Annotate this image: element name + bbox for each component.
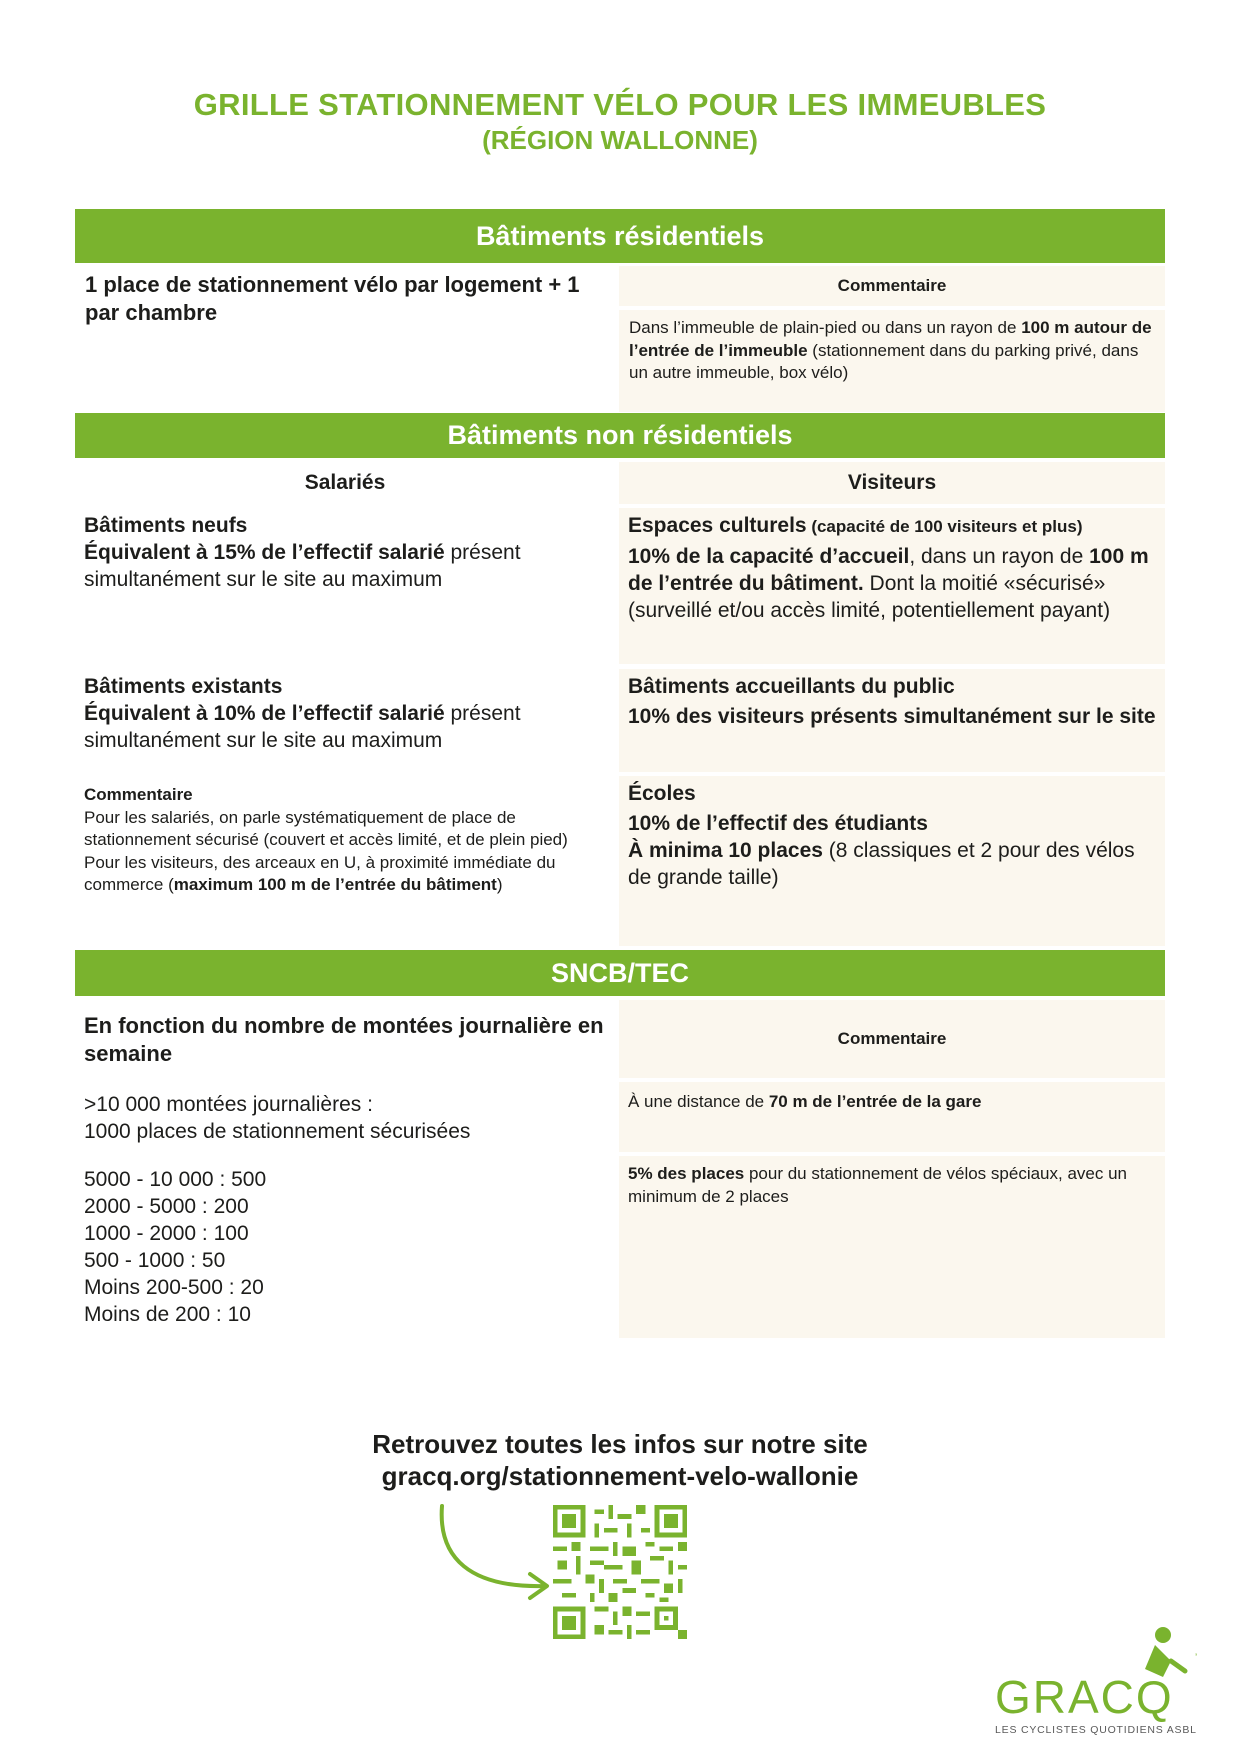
sncb-special-cell bbox=[619, 1156, 1165, 1338]
sncb-comment-label: Commentaire bbox=[837, 1029, 947, 1048]
sncb-rule: En fonction du nombre de montées journalière en semaine bbox=[84, 1013, 604, 1066]
sncb-tier: 1000 - 2000 : 100 bbox=[84, 1222, 249, 1245]
sncb-special: 5% des places pour du stationnement de vélos spéciaux, avec un minimum de 2 places bbox=[628, 1164, 1127, 1206]
section-header-residentiel: Bâtiments résidentiels bbox=[75, 209, 1165, 263]
logo-wordmark: GRACQ bbox=[995, 1671, 1174, 1723]
sncb-tier: Moins 200-500 : 20 bbox=[84, 1276, 264, 1299]
title-line-2: (RÉGION WALLONNE) bbox=[482, 125, 758, 155]
section-header-non-residentiel: Bâtiments non résidentiels bbox=[75, 413, 1165, 458]
batiments-public-title: Bâtiments accueillants du public bbox=[628, 675, 955, 698]
footer-line-1: Retrouvez toutes les infos sur notre site bbox=[372, 1429, 868, 1459]
sncb-tier: 2000 - 5000 : 200 bbox=[84, 1195, 249, 1218]
batiments-existants-title: Bâtiments existants bbox=[84, 675, 283, 698]
espaces-culturels-cell bbox=[619, 508, 1165, 664]
sncb-distance: À une distance de 70 m de l’entrée de la gare bbox=[628, 1092, 982, 1111]
title-line-1: GRILLE STATIONNEMENT VÉLO POUR LES IMMEUBLES bbox=[193, 87, 1047, 122]
footer-url[interactable]: gracq.org/stationnement-velo-wallonie bbox=[381, 1461, 859, 1491]
non-residentiel-comment-label: Commentaire bbox=[84, 785, 193, 804]
col-salaries-cell bbox=[75, 462, 615, 504]
batiments-neufs-title: Bâtiments neufs bbox=[84, 514, 248, 537]
arrow-icon bbox=[430, 1498, 560, 1608]
section-header-sncb: SNCB/TEC bbox=[75, 950, 1165, 996]
residentiel-comment-cell bbox=[619, 310, 1165, 412]
batiments-neufs-text: Équivalent à 15% de l’effectif salarié présent simultanément sur le site au maximum bbox=[84, 541, 521, 591]
svg-text:ʼ: ʼ bbox=[1195, 1653, 1198, 1664]
ecoles-title: Écoles bbox=[628, 782, 696, 805]
sncb-tier: 500 - 1000 : 50 bbox=[84, 1249, 226, 1272]
batiments-existants-text: Équivalent à 10% de l’effectif salarié présent simultanément sur le site au maximum bbox=[84, 702, 521, 752]
page-title bbox=[0, 86, 1240, 156]
sncb-comment-head-cell bbox=[619, 1000, 1165, 1078]
col-salaries: Salariés bbox=[304, 471, 386, 494]
residentiel-comment-label: Commentaire bbox=[837, 276, 947, 295]
ecoles-text-2: À minima 10 places (8 classiques et 2 pour des vélos de grande taille) bbox=[628, 839, 1135, 889]
col-visiteurs: Visiteurs bbox=[847, 471, 937, 494]
sncb-rule-cell bbox=[75, 1000, 615, 1078]
ecoles-cell bbox=[619, 776, 1165, 946]
sncb-tier: Moins de 200 : 10 bbox=[84, 1303, 251, 1326]
gracq-logo bbox=[995, 1625, 1215, 1735]
non-residentiel-comment-1: Pour les salariés, on parle systématiquement de place de stationnement sécurisé (couvert et accès limité, et de plein pied) bbox=[84, 807, 568, 849]
batiments-existants-cell bbox=[75, 669, 615, 772]
col-visiteurs-cell bbox=[619, 462, 1165, 504]
sncb-tiers-cell bbox=[75, 1156, 615, 1338]
residentiel-rule-cell bbox=[75, 266, 615, 412]
residentiel-comment: Dans l’immeuble de plain-pied ou dans un rayon de 100 m autour de l’entrée de l’immeuble (stationnement dans du parking privé, dans un autre immeuble, box vélo) bbox=[629, 318, 1152, 382]
batiments-public-cell bbox=[619, 669, 1165, 772]
residentiel-comment-head-cell bbox=[619, 266, 1165, 306]
non-residentiel-comment-2: Pour les visiteurs, des arceaux en U, à proximité immédiate du commerce (maximum 100 m de l’entrée du bâtiment) bbox=[84, 852, 556, 894]
espaces-culturels-text: 10% de la capacité d’accueil, dans un rayon de 100 m de l’entrée du bâtiment. Dont la moitié «sécurisé» (surveillé et/ou accès limité, potentiellement payant) bbox=[628, 545, 1149, 622]
sncb-distance-cell bbox=[619, 1082, 1165, 1152]
qr-code-icon[interactable] bbox=[553, 1505, 687, 1639]
ecoles-text-1: 10% de l’effectif des étudiants bbox=[628, 812, 928, 835]
sncb-tier: 5000 - 10 000 : 500 bbox=[84, 1168, 267, 1191]
sncb-big-line-1: >10 000 montées journalières : bbox=[84, 1093, 373, 1116]
logo-tagline: LES CYCLISTES QUOTIDIENS ASBL bbox=[995, 1724, 1197, 1735]
batiments-neufs-cell bbox=[75, 508, 615, 664]
espaces-culturels-title: Espaces culturels (capacité de 100 visiteurs et plus) bbox=[628, 514, 1083, 537]
non-residentiel-comment-cell bbox=[75, 776, 615, 946]
sncb-big-cell bbox=[75, 1082, 615, 1152]
batiments-public-text: 10% des visiteurs présents simultanément sur le site bbox=[628, 705, 1156, 728]
sncb-big-line-2: 1000 places de stationnement sécurisées bbox=[84, 1120, 471, 1143]
residentiel-rule: 1 place de stationnement vélo par logement + 1 par chambre bbox=[85, 272, 580, 325]
